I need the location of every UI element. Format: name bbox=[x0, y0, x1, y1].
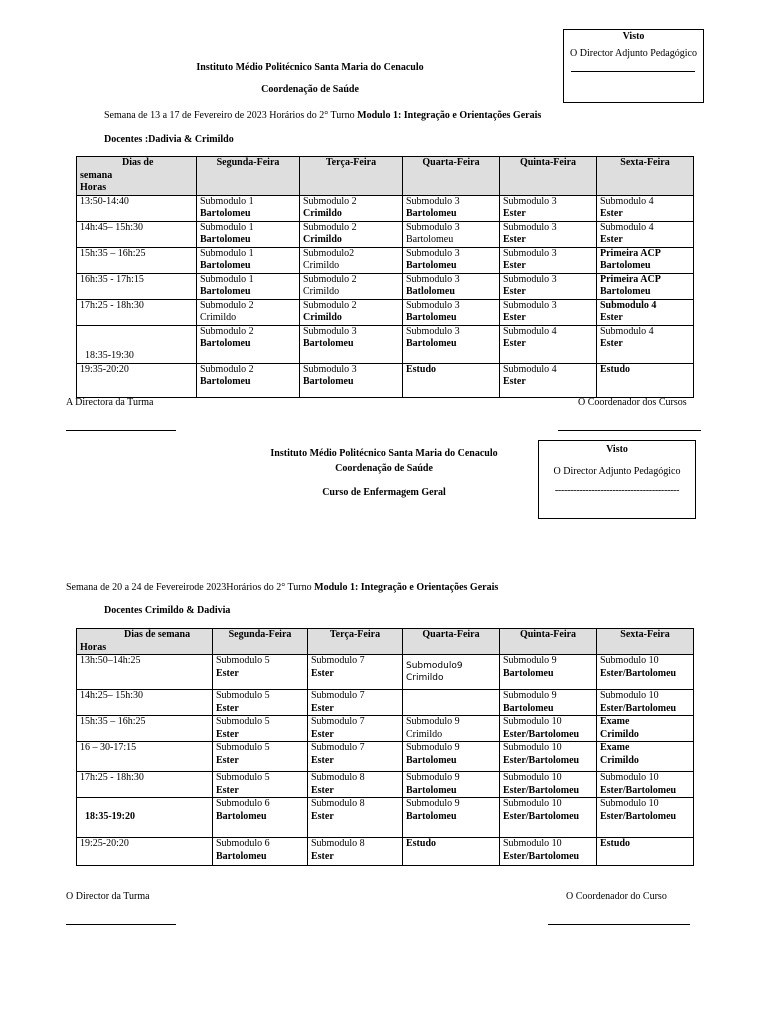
schedule-cell bbox=[213, 655, 308, 690]
cell-subject: Primeira ACP bbox=[600, 247, 661, 259]
table-row bbox=[77, 325, 694, 363]
time-cell: 15h:35 – 16h:25 bbox=[77, 716, 213, 742]
cell-subject: Estudo bbox=[600, 838, 631, 849]
cell-subject: Submodulo 9 bbox=[503, 690, 557, 701]
cell-subject: Submodulo 6 bbox=[216, 838, 270, 849]
time-cell: 17h:25 - 18h:30 bbox=[77, 299, 197, 325]
schedule-cell bbox=[403, 363, 500, 397]
schedule-cell bbox=[403, 221, 500, 247]
schedule-cell bbox=[403, 690, 500, 716]
cell-teacher: Bartolomeu bbox=[200, 208, 251, 219]
schedule-cell bbox=[308, 772, 403, 798]
cell-teacher: Crimildo bbox=[303, 208, 342, 219]
schedule-cell bbox=[500, 772, 597, 798]
visto-signature-line bbox=[571, 71, 695, 72]
cell-subject: Submodulo 10 bbox=[600, 655, 659, 666]
cell-teacher: Ester bbox=[311, 754, 334, 766]
schedule-cell bbox=[197, 299, 300, 325]
schedule-cell bbox=[403, 798, 500, 838]
cell-teacher: Bartolomeu bbox=[406, 810, 457, 822]
cell-subject: Submodulo 2 bbox=[200, 363, 254, 375]
cell-subject: Submodulo 9 bbox=[406, 716, 460, 727]
cell-subject: Submodulo 3 bbox=[303, 325, 357, 337]
cell-teacher: Ester bbox=[600, 338, 623, 349]
week-line bbox=[104, 110, 541, 121]
table-row bbox=[77, 742, 694, 772]
cell-teacher: Bartolomeu bbox=[303, 338, 354, 349]
time-cell: 18:35-19:20 bbox=[77, 798, 213, 838]
schedule-cell bbox=[197, 363, 300, 397]
sign-left-line bbox=[66, 430, 176, 431]
cell-teacher: Bartolomeu bbox=[200, 376, 251, 387]
docentes: Docentes Crimildo & Dadivia bbox=[104, 605, 231, 616]
time-cell: 16h:35 - 17h:15 bbox=[77, 273, 197, 299]
cell-teacher: Crimildo bbox=[600, 754, 639, 766]
visto-title: Visto bbox=[606, 444, 628, 455]
schedule-cell bbox=[597, 363, 694, 397]
schedule-cell bbox=[597, 273, 694, 299]
cell-teacher: Ester bbox=[503, 234, 526, 245]
cell-teacher: Ester bbox=[216, 728, 239, 740]
cell-teacher: Bartolomeu bbox=[200, 338, 251, 349]
cell-teacher: Ester bbox=[503, 208, 526, 219]
schedule-cell bbox=[308, 655, 403, 690]
schedule-cell bbox=[403, 655, 500, 690]
week-text: Semana de 13 a 17 de Fevereiro de 2023 Horários do 2° Turno bbox=[104, 110, 358, 121]
visto-role: O Director Adjunto Pedagógico bbox=[553, 466, 681, 477]
cell-subject: Submodulo 10 bbox=[600, 798, 659, 809]
cell-subject: Submodulo2 bbox=[303, 247, 355, 259]
cell-teacher: Ester/Bartolomeu bbox=[600, 702, 677, 714]
cell-teacher: Bartolomeu bbox=[216, 810, 267, 822]
schedule-cell bbox=[300, 363, 403, 397]
cell-subject: Submodulo 4 bbox=[503, 325, 557, 337]
cell-teacher: Bartolomeu bbox=[200, 260, 251, 271]
schedule-cell bbox=[500, 247, 597, 273]
cell-teacher: Ester/Bartolomeu bbox=[503, 810, 580, 822]
header-day: Segunda-Feira bbox=[213, 629, 308, 655]
cell-teacher: Ester/Bartolomeu bbox=[503, 754, 580, 766]
schedule-table-2 bbox=[76, 628, 694, 866]
header-day: Terça-Feira bbox=[308, 629, 403, 655]
header-days-hours bbox=[77, 629, 213, 655]
schedule-cell bbox=[197, 195, 300, 221]
cell-teacher: Ester bbox=[311, 728, 334, 740]
cell-subject: Submodulo 3 bbox=[503, 273, 557, 285]
cell-teacher: Bartolomeu bbox=[200, 234, 251, 245]
cell-subject: Submodulo 10 bbox=[503, 742, 562, 753]
module-text: Modulo 1: Integração e Orientações Gerais bbox=[357, 110, 542, 121]
table-row bbox=[77, 363, 694, 397]
time-cell: 19:25-20:20 bbox=[77, 838, 213, 866]
schedule-cell bbox=[308, 690, 403, 716]
time-cell: 14h:25– 15h:30 bbox=[77, 690, 213, 716]
cell-subject: Submodulo 2 bbox=[200, 325, 254, 337]
institute-title: Instituto Médio Politécnico Santa Maria do Cenaculo bbox=[196, 62, 424, 73]
schedule-cell bbox=[403, 299, 500, 325]
cell-subject: Submodulo 3 bbox=[503, 247, 557, 259]
cell-teacher: Ester/Bartolomeu bbox=[503, 784, 580, 796]
cell-teacher: Crimildo bbox=[303, 260, 340, 271]
cell-teacher: Ester bbox=[311, 784, 334, 796]
schedule-cell bbox=[500, 273, 597, 299]
schedule-cell bbox=[403, 273, 500, 299]
cell-subject: Submodulo 2 bbox=[303, 299, 357, 311]
cell-subject: Submodulo 3 bbox=[406, 247, 460, 259]
schedule-cell bbox=[213, 716, 308, 742]
table-row bbox=[77, 273, 694, 299]
sign-left-line bbox=[66, 924, 176, 925]
cell-teacher: Ester/Bartolomeu bbox=[600, 784, 677, 796]
schedule-cell bbox=[300, 325, 403, 363]
schedule-cell bbox=[197, 247, 300, 273]
visto-box-2 bbox=[538, 440, 696, 519]
header-day: Quinta-Feira bbox=[500, 629, 597, 655]
schedule-cell bbox=[597, 716, 694, 742]
schedule-cell bbox=[403, 772, 500, 798]
cell-subject: Estudo bbox=[406, 838, 437, 849]
visto-box-1 bbox=[563, 29, 704, 103]
cell-subject: Submodulo 1 bbox=[200, 221, 254, 233]
cell-subject: Submodulo 1 bbox=[200, 247, 254, 259]
header-days-hours bbox=[77, 157, 197, 196]
visto-title: Visto bbox=[622, 31, 645, 42]
cell-subject: Exame bbox=[600, 742, 630, 753]
cell-subject: Submodulo 6 bbox=[216, 798, 270, 809]
cell-teacher: Crimildo bbox=[200, 312, 237, 323]
coordination-title: Coordenação de Saúde bbox=[261, 84, 359, 95]
cell-teacher: Bartolomeu bbox=[600, 286, 651, 297]
schedule-table-1 bbox=[76, 156, 694, 398]
table-row bbox=[77, 195, 694, 221]
schedule-cell bbox=[300, 247, 403, 273]
cell-teacher: Crimildo bbox=[406, 673, 444, 683]
schedule-cell bbox=[597, 247, 694, 273]
schedule-cell bbox=[500, 838, 597, 866]
institute-title: Instituto Médio Politécnico Santa Maria do Cenaculo bbox=[270, 448, 498, 459]
cell-teacher: Ester bbox=[503, 312, 526, 323]
time-cell: 14h:45– 15h:30 bbox=[77, 221, 197, 247]
table-row bbox=[77, 690, 694, 716]
cell-subject: Submodulo 3 bbox=[503, 195, 557, 207]
schedule-cell bbox=[213, 690, 308, 716]
sign-right-label: O Coordenador do Curso bbox=[566, 891, 667, 902]
sign-left-label: O Director da Turma bbox=[66, 891, 150, 902]
cell-subject: Submodulo 8 bbox=[311, 798, 365, 809]
cell-teacher: Crimildo bbox=[303, 234, 342, 245]
cell-teacher: Bartolomeu bbox=[600, 260, 651, 271]
cell-subject: Primeira ACP bbox=[600, 273, 661, 285]
cell-teacher: Ester bbox=[600, 208, 623, 219]
header-week-label: semana bbox=[80, 169, 113, 181]
cell-teacher: Bartolomeu bbox=[406, 260, 457, 271]
cell-subject: Submodulo 10 bbox=[503, 716, 562, 727]
sign-right-label: O Coordenador dos Cursos bbox=[578, 397, 687, 408]
table-row bbox=[77, 299, 694, 325]
cell-teacher: Ester bbox=[503, 376, 526, 387]
table-row bbox=[77, 798, 694, 838]
table-row bbox=[77, 221, 694, 247]
schedule-cell bbox=[500, 798, 597, 838]
cell-teacher: Bartolomeu bbox=[216, 850, 267, 862]
table-row bbox=[77, 772, 694, 798]
cell-teacher: Bartolomeu bbox=[406, 754, 457, 766]
sign-right-line bbox=[558, 430, 701, 431]
schedule-cell bbox=[403, 838, 500, 866]
cell-subject: Submodulo 9 bbox=[406, 798, 460, 809]
cell-teacher: Crimildo bbox=[406, 728, 443, 740]
cell-subject: Submodulo 4 bbox=[600, 325, 654, 337]
cell-teacher: Ester bbox=[311, 702, 334, 714]
cell-subject: Submodulo 8 bbox=[311, 838, 365, 849]
cell-teacher: Ester bbox=[600, 234, 623, 245]
cell-subject: Submodulo 5 bbox=[216, 772, 270, 783]
cell-teacher: Bartolomeu bbox=[406, 208, 457, 219]
cell-subject: Submodulo 1 bbox=[200, 273, 254, 285]
schedule-cell bbox=[403, 325, 500, 363]
schedule-cell bbox=[213, 742, 308, 772]
cell-subject: Exame bbox=[600, 716, 630, 727]
time-cell: 16 – 30-17:15 bbox=[77, 742, 213, 772]
schedule-cell bbox=[597, 690, 694, 716]
sign-left-label: A Directora da Turma bbox=[66, 397, 154, 408]
visto-role: O Director Adjunto Pedagógico bbox=[570, 48, 697, 59]
visto-signature-dashes: ----------------------------------------- bbox=[554, 485, 680, 496]
cell-subject: Submodulo 7 bbox=[311, 690, 365, 701]
cell-subject: Submodulo 3 bbox=[406, 221, 460, 233]
schedule-cell bbox=[403, 195, 500, 221]
cell-subject: Submodulo 10 bbox=[503, 798, 562, 809]
cell-teacher: Ester bbox=[311, 850, 334, 862]
cell-subject: Submodulo 2 bbox=[303, 273, 357, 285]
cell-teacher: Ester bbox=[216, 667, 239, 679]
schedule-cell bbox=[213, 798, 308, 838]
header-day: Sexta-Feira bbox=[597, 629, 694, 655]
cell-teacher: Ester bbox=[600, 312, 623, 323]
cell-subject: Submodulo 9 bbox=[503, 655, 557, 666]
schedule-cell bbox=[308, 742, 403, 772]
docentes: Docentes :Dadivia & Crimildo bbox=[104, 134, 234, 145]
table-row bbox=[77, 716, 694, 742]
cell-teacher: Bartolomeu bbox=[503, 667, 554, 679]
cell-teacher: Ester bbox=[503, 338, 526, 349]
cell-subject: Submodulo 10 bbox=[503, 772, 562, 783]
schedule-cell bbox=[300, 221, 403, 247]
cell-subject: Submodulo 3 bbox=[406, 325, 460, 337]
cell-teacher: Ester bbox=[311, 667, 334, 679]
cell-teacher: Ester/Bartolomeu bbox=[503, 850, 580, 862]
time-cell: 13h:50–14h:25 bbox=[77, 655, 213, 690]
schedule-cell bbox=[597, 772, 694, 798]
week-text: Semana de 20 a 24 de Fevereirode 2023Horários do 2° Turno bbox=[66, 582, 315, 593]
schedule-cell bbox=[403, 742, 500, 772]
cell-subject: Submodulo 5 bbox=[216, 742, 270, 753]
cell-subject: Submodulo 10 bbox=[600, 690, 659, 701]
sign-right-line bbox=[548, 924, 690, 925]
cell-teacher: Ester bbox=[216, 754, 239, 766]
cell-teacher: Crimildo bbox=[303, 312, 342, 323]
cell-subject: Submodulo 3 bbox=[406, 273, 460, 285]
header-days-label: Dias de semana bbox=[124, 629, 191, 640]
schedule-cell bbox=[597, 195, 694, 221]
header-day: Terça-Feira bbox=[300, 157, 403, 196]
coordination-title: Coordenação de Saúde bbox=[335, 463, 433, 474]
schedule-cell bbox=[500, 221, 597, 247]
schedule-cell bbox=[197, 221, 300, 247]
schedule-cell bbox=[597, 742, 694, 772]
time-cell: 13:50-14:40 bbox=[77, 195, 197, 221]
cell-teacher: Ester bbox=[503, 286, 526, 297]
header-hours-label: Horas bbox=[80, 182, 107, 193]
cell-subject: Submodulo 3 bbox=[406, 195, 460, 207]
cell-subject: Submodulo 4 bbox=[503, 363, 557, 375]
cell-subject: Submodulo 3 bbox=[503, 221, 557, 233]
cell-subject: Submodulo 2 bbox=[303, 195, 357, 207]
cell-teacher: Bartolomeu bbox=[503, 702, 554, 714]
table-header-row bbox=[77, 157, 694, 196]
schedule-cell bbox=[300, 195, 403, 221]
table-header-row bbox=[77, 629, 694, 655]
schedule-cell bbox=[403, 247, 500, 273]
cell-subject: Submodulo 5 bbox=[216, 690, 270, 701]
schedule-cell bbox=[597, 655, 694, 690]
cell-teacher: Crimildo bbox=[600, 728, 639, 740]
module-text: Modulo 1: Integração e Orientações Gerais bbox=[314, 582, 499, 593]
schedule-cell bbox=[500, 716, 597, 742]
cell-teacher: Bartolomeu bbox=[406, 338, 457, 349]
cell-subject: Submodulo9 bbox=[406, 660, 463, 671]
cell-subject: Submodulo 7 bbox=[311, 716, 365, 727]
time-cell: 18:35-19:30 bbox=[77, 325, 197, 363]
header-days-label: Dias de bbox=[122, 157, 154, 168]
cell-teacher: Bartolomeu bbox=[406, 234, 454, 245]
cell-subject: Submodulo 2 bbox=[200, 299, 254, 311]
header-day: Quarta-Feira bbox=[403, 157, 500, 196]
cell-teacher: Batlolomeu bbox=[406, 286, 455, 297]
cell-subject: Submodulo 7 bbox=[311, 742, 365, 753]
cell-teacher: Ester bbox=[216, 702, 239, 714]
course-title: Curso de Enfermagem Geral bbox=[322, 487, 446, 498]
cell-subject: Submodulo 4 bbox=[600, 221, 654, 233]
cell-subject: Submodulo 9 bbox=[406, 772, 460, 783]
schedule-cell bbox=[597, 798, 694, 838]
cell-subject: Submodulo 3 bbox=[503, 299, 557, 311]
cell-subject: Submodulo 5 bbox=[216, 716, 270, 727]
schedule-cell bbox=[500, 299, 597, 325]
cell-teacher: Bartolomeu bbox=[303, 376, 354, 387]
cell-subject: Submodulo 7 bbox=[311, 655, 365, 666]
schedule-cell bbox=[500, 363, 597, 397]
schedule-cell bbox=[308, 798, 403, 838]
schedule-cell bbox=[500, 655, 597, 690]
schedule-cell bbox=[308, 716, 403, 742]
time-cell: 17h:25 - 18h:30 bbox=[77, 772, 213, 798]
header-hours-label: Horas bbox=[80, 641, 107, 653]
schedule-cell bbox=[597, 299, 694, 325]
cell-subject: Submodulo 1 bbox=[200, 195, 254, 207]
schedule-cell bbox=[500, 195, 597, 221]
table-row bbox=[77, 655, 694, 690]
schedule-cell bbox=[300, 299, 403, 325]
week-line bbox=[66, 582, 498, 593]
cell-teacher: Ester/Bartolomeu bbox=[600, 667, 677, 679]
cell-teacher: Bartolomeu bbox=[200, 286, 251, 297]
cell-teacher: Ester bbox=[503, 260, 526, 271]
cell-subject: Submodulo 4 bbox=[600, 195, 654, 207]
cell-teacher: Ester/Bartolomeu bbox=[503, 728, 580, 740]
cell-subject: Submodulo 3 bbox=[303, 363, 357, 375]
cell-subject: Submodulo 10 bbox=[600, 772, 659, 783]
cell-subject: Submodulo 2 bbox=[303, 221, 357, 233]
schedule-cell bbox=[597, 325, 694, 363]
cell-subject: Submodulo 9 bbox=[406, 742, 460, 753]
schedule-cell bbox=[213, 838, 308, 866]
schedule-cell bbox=[500, 325, 597, 363]
table-row bbox=[77, 247, 694, 273]
cell-subject: Submodulo 3 bbox=[406, 299, 460, 311]
cell-teacher: Ester/Bartolomeu bbox=[600, 810, 677, 822]
cell-teacher: Ester bbox=[311, 810, 334, 822]
header-day: Quinta-Feira bbox=[500, 157, 597, 196]
cell-subject: Estudo bbox=[406, 363, 437, 375]
schedule-cell bbox=[197, 325, 300, 363]
schedule-cell bbox=[300, 273, 403, 299]
header-day: Quarta-Feira bbox=[403, 629, 500, 655]
cell-subject: Submodulo 10 bbox=[503, 838, 562, 849]
header-day: Sexta-Feira bbox=[597, 157, 694, 196]
cell-teacher: Crimildo bbox=[303, 286, 340, 297]
schedule-cell bbox=[500, 690, 597, 716]
cell-subject: Submodulo 4 bbox=[600, 299, 657, 311]
schedule-cell bbox=[500, 742, 597, 772]
cell-teacher: Bartolomeu bbox=[406, 784, 457, 796]
time-cell: 15h:35 – 16h:25 bbox=[77, 247, 197, 273]
cell-subject: Submodulo 8 bbox=[311, 772, 365, 783]
cell-teacher: Ester bbox=[216, 784, 239, 796]
cell-teacher: Bartolomeu bbox=[406, 312, 457, 323]
schedule-cell bbox=[213, 772, 308, 798]
schedule-cell bbox=[597, 221, 694, 247]
schedule-cell bbox=[597, 838, 694, 866]
schedule-cell bbox=[197, 273, 300, 299]
cell-subject: Estudo bbox=[600, 363, 631, 375]
time-cell: 19:35-20:20 bbox=[77, 363, 197, 397]
header-day: Segunda-Feira bbox=[197, 157, 300, 196]
cell-subject: Submodulo 5 bbox=[216, 655, 270, 666]
schedule-cell bbox=[308, 838, 403, 866]
table-row bbox=[77, 838, 694, 866]
schedule-cell bbox=[403, 716, 500, 742]
